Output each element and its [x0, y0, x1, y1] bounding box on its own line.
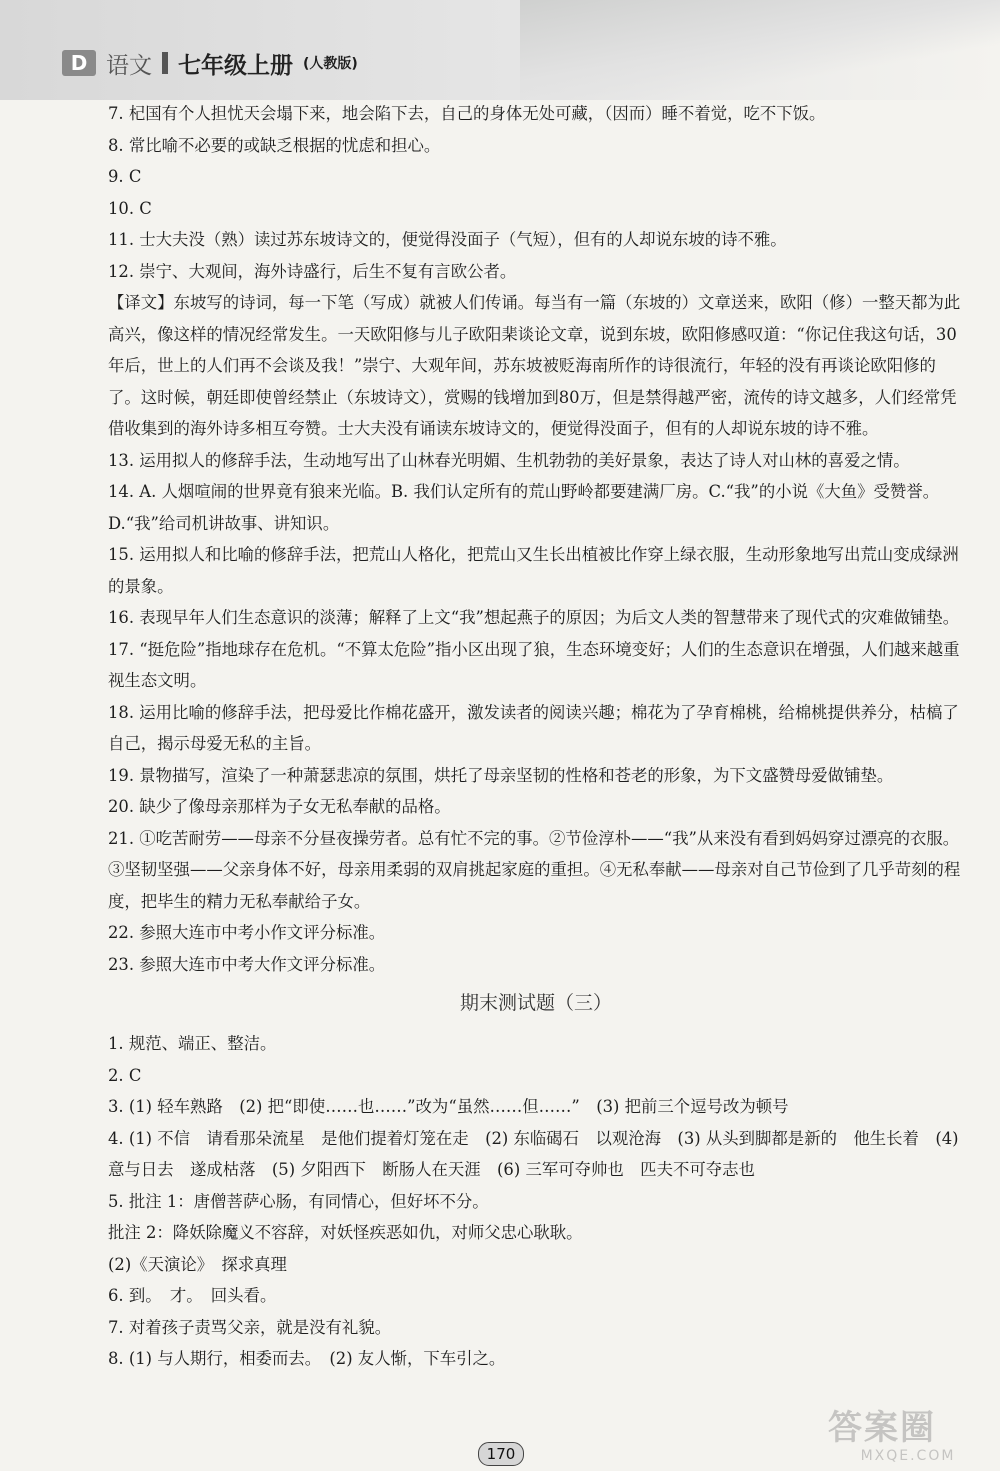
answer-line: 3. (1) 轻车熟路 (2) 把“即使……也……”改为“虽然……但……” (3) 把前三个逗号改为顿号 [108, 1097, 789, 1116]
page-number: 170 [478, 1442, 524, 1466]
answer-line: (2)《天演论》 探求真理 [108, 1254, 287, 1274]
watermark-logo-text: 答案圈 [828, 1408, 936, 1448]
section-title: 期末测试题（三） [459, 992, 612, 1014]
answer-line: 8. 常比喻不必要的或缺乏根据的忧虑和担心。 [108, 135, 441, 155]
answer-line: 16. 表现早年人们生态意识的淡薄；解释了上文“我”想起燕子的原因；为后文人类的智慧带来了现代式的灾难做铺垫。 [108, 608, 960, 627]
watermark-logo [828, 1408, 988, 1464]
answer-line: 12. 崇宁、大观间，海外诗盛行，后生不复有言欧公者。 [108, 261, 517, 281]
section-badge: D [62, 50, 96, 76]
answer-line: 19. 景物描写，渲染了一种萧瑟悲凉的氛围，烘托了母亲坚韧的性格和苍老的形象，为下文盛赞母爱做铺垫。 [108, 765, 894, 785]
answer-line: 1. 规范、端正、整洁。 [108, 1034, 277, 1053]
answer-line: 7. 杞国有个人担忧天会塌下来，地会陷下去，自己的身体无处可藏，（因而）睡不着觉，吃不下饭。 [108, 104, 826, 123]
answer-line: 21. ①吃苦耐劳——母亲不分昼夜操劳者。总有忙不完的事。②节俭淳朴——“我”从来没有看到妈妈穿过漂亮的衣服。③坚韧坚强——父亲身体不好，母亲用柔弱的双肩挑起家庭的重担。④无私奉献——母亲对自己节俭到了几乎苛刻的程度，把毕生的精力无私奉献给子女。 [108, 828, 961, 911]
answer-line: 22. 参照大连市中考小作文评分标准。 [108, 923, 386, 942]
answer-line: 13. 运用拟人的修辞手法，生动地写出了山林春光明媚、生机勃勃的美好景象，表达了诗人对山林的喜爱之情。 [108, 450, 910, 470]
page-header [62, 48, 358, 78]
answer-line: 4. (1) 不信 请看那朵流星 是他们提着灯笼在走 (2) 东临碣石 以观沧海 (3) 从头到脚都是新的 他生长着 (4) 意与日去 遂成枯落 (5) 夕阳西下 断肠人在天涯 (6) 三军可夺帅也 匹夫不可夺志也 [108, 1128, 959, 1179]
answer-line: 5. 批注 1：唐僧菩萨心肠，有同情心，但好坏不分。 [108, 1191, 489, 1211]
answer-line: 18. 运用比喻的修辞手法，把母爱比作棉花盛开，激发读者的阅读兴趣；棉花为了孕育棉桃，给棉桃提供养分，枯槁了自己，揭示母爱无私的主旨。 [108, 702, 959, 753]
subject-label: 语文 [106, 52, 152, 79]
answer-line: 20. 缺少了像母亲那样为子女无私奉献的品格。 [108, 797, 451, 816]
grade-label: 七年级上册 [178, 52, 293, 79]
header-divider [162, 52, 168, 74]
answer-line: 10. C [108, 198, 152, 218]
answer-line: 11. 士大夫没（熟）读过苏东坡诗文的，便觉得没面子（气短），但有的人却说东坡的诗不雅。 [108, 230, 787, 249]
answer-line: 15. 运用拟人和比喻的修辞手法，把荒山人格化，把荒山又生长出植被比作穿上绿衣服，生动形象地写出荒山变成绿洲的景象。 [108, 545, 959, 596]
answer-line: 6. 到。 才。 回头看。 [108, 1286, 277, 1305]
answer-line: 17. “挺危险”指地球存在危机。“不算太危险”指小区出现了狼，生态环境变好；人们的生态意识在增强，人们越来越重视生态文明。 [108, 639, 960, 690]
edition-label: (人教版) [303, 56, 358, 72]
answer-line: 9. C [108, 167, 142, 186]
translation-paragraph: 【译文】东坡写的诗词，每一下笔（写成）就被人们传诵。每当有一篇（东坡的）文章送来，欧阳（修）一整天都为此高兴，像这样的情况经常发生。一天欧阳修与儿子欧阳棐谈论文章，说到东坡，欧阳修感叹道：“你记住我这句话，30年后，世上的人们再不会谈及我！”崇宁、大观年间，苏东坡被贬海南所作的诗很流行，年轻的没有再谈论欧阳修的了。这时候，朝廷即使曾经禁止（东坡诗文），赏赐的钱增加到80万，但是禁得越严密，流传的诗文越多，人们经常凭借收集到的海外诗多相互夸赞。士大夫没有诵读东坡诗文的，便觉得没面子，但有的人却说东坡的诗不雅。 [108, 293, 961, 438]
header-decoration [520, 0, 1000, 100]
answer-line: 批注 2：降妖除魔义不容辞，对妖怪疾恶如仇，对师父忠心耿耿。 [108, 1223, 583, 1242]
answer-line: 8. (1) 与人期行，相委而去。 (2) 友人惭，下车引之。 [108, 1349, 506, 1368]
watermark-logo-url: MXQE.COM [860, 1448, 956, 1464]
answer-line: 23. 参照大连市中考大作文评分标准。 [108, 954, 386, 974]
answer-line: 7. 对着孩子责骂父亲，就是没有礼貌。 [108, 1317, 392, 1337]
answer-line: 2. C [108, 1065, 142, 1085]
answer-line: 14. A. 人烟喧闹的世界竟有狼来光临。B. 我们认定所有的荒山野岭都要建满厂房。C.“我”的小说《大鱼》受赞誉。D.“我”给司机讲故事、讲知识。 [108, 482, 940, 533]
answer-content [108, 98, 964, 1375]
